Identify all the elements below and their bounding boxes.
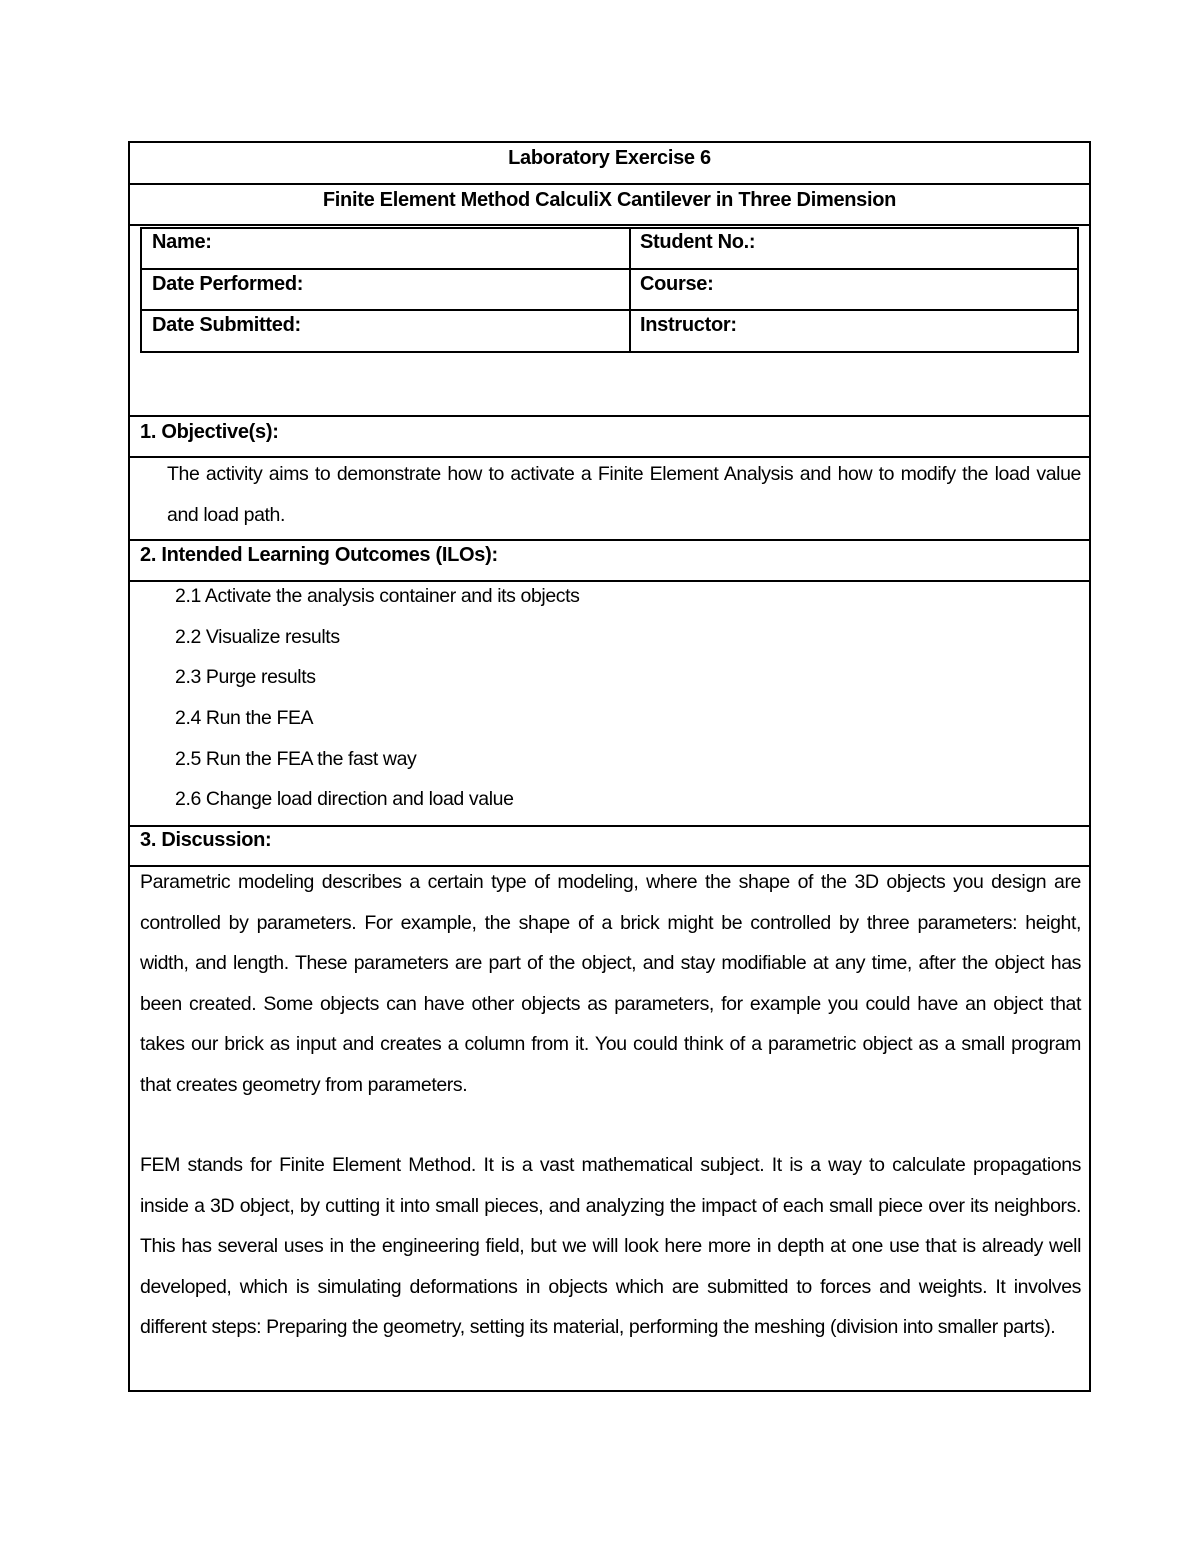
student-info-table <box>140 227 1079 353</box>
divider <box>130 224 1089 226</box>
ilo-item: 2.5 Run the FEA the fast way <box>175 748 417 770</box>
objectives-text: The activity aims to demonstrate how to activate a Finite Element Analysis and how to modify the load value and load path. <box>167 463 1081 526</box>
discussion-paragraph: FEM stands for Finite Element Method. It is a vast mathematical subject. It is a way to calculate propagations inside a 3D object, by cutting it into small pieces, and analyzing the impact of each small piece over its neighbors. This has several uses in the engineering field, but we will look here more in depth at one use that is already well developed, which is simulating deformations in objects which are submitted to forces and weights. It involves different steps: Preparing the geometry, setting its material, performing the meshing (division into smaller parts). <box>140 1154 1081 1338</box>
page-subtitle: Finite Element Method CalculiX Cantilever in Three Dimension <box>322 189 897 211</box>
ilos-heading: 2. Intended Learning Outcomes (ILOs): <box>140 544 498 566</box>
date-performed-label: Date Performed: <box>152 273 304 295</box>
divider <box>130 580 1089 582</box>
discussion-paragraph: Parametric modeling describes a certain type of modeling, where the shape of the 3D objects you design are controlled by parameters. For example, the shape of a brick might be controlled by three parameters: height, width, and length. These parameters are part of the object, and stay modifiable at any time, after the object has been created. Some objects can have other objects as parameters, for example you could have an object that takes our brick as input and creates a column from it. You could think of a parametric object as a small program that creates geometry from parameters. <box>140 871 1081 1096</box>
divider <box>130 539 1089 541</box>
page-title: Laboratory Exercise 6 <box>508 147 711 169</box>
ilo-item: 2.6 Change load direction and load value <box>175 788 514 810</box>
objectives-heading: 1. Objective(s): <box>140 421 279 443</box>
divider <box>130 825 1089 827</box>
ilo-item: 2.4 Run the FEA <box>175 707 314 729</box>
date-submitted-label: Date Submitted: <box>152 314 301 336</box>
name-label: Name: <box>152 231 212 253</box>
divider <box>130 415 1089 417</box>
lab-exercise-form <box>128 141 1091 1392</box>
divider <box>130 183 1089 185</box>
discussion-heading: 3. Discussion: <box>140 829 272 851</box>
divider <box>629 229 631 351</box>
divider <box>142 268 1077 270</box>
ilo-item: 2.3 Purge results <box>175 666 316 688</box>
divider <box>142 309 1077 311</box>
instructor-label: Instructor: <box>640 314 737 336</box>
ilo-item: 2.2 Visualize results <box>175 626 340 648</box>
ilo-item: 2.1 Activate the analysis container and its objects <box>175 585 580 607</box>
course-label: Course: <box>640 273 714 295</box>
student-no-label: Student No.: <box>640 231 756 253</box>
